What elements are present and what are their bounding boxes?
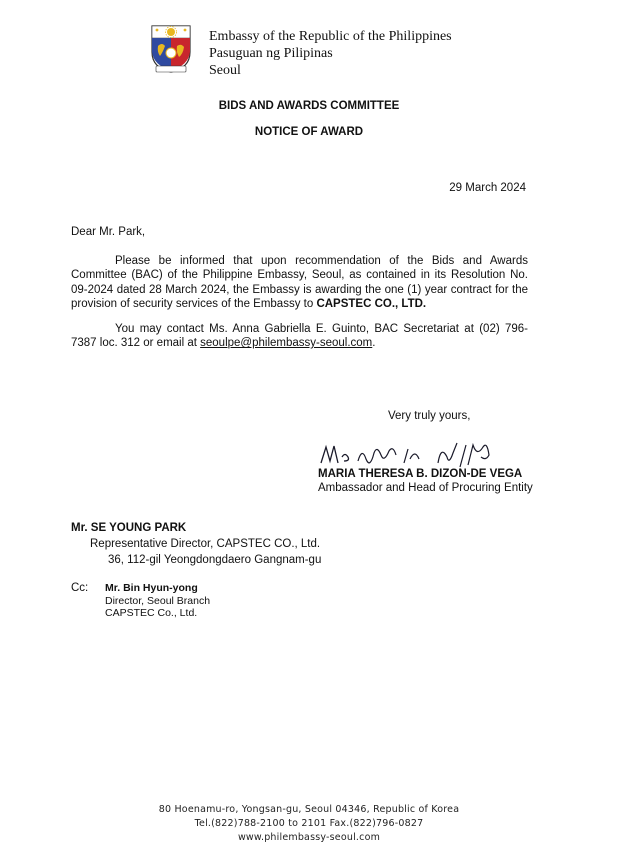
cc-label: Cc: — [71, 582, 89, 594]
closing: Very truly yours, — [388, 410, 471, 422]
contact-text: You may contact Ms. Anna Gabriella E. Guinto, BAC Secretariat at (02) 796-7387 loc. 312 or email at — [71, 323, 528, 350]
letter-date: 29 March 2024 — [449, 182, 526, 194]
cc-position: Director, Seoul Branch — [105, 594, 211, 607]
footer-phone: Tel.(822)788-2100 to 2101 Fax.(822)796-0827 — [194, 818, 424, 829]
signer-name: MARIA THERESA B. DIZON-DE VEGA — [318, 468, 523, 480]
recipient-name: Mr. SE YOUNG PARK — [71, 522, 187, 534]
salutation: Dear Mr. Park, — [71, 226, 146, 238]
awardee-name: CAPSTEC CO., LTD. — [316, 298, 427, 311]
cc-company: CAPSTEC Co., Ltd. — [105, 607, 198, 619]
letterhead-line-1: Embassy of the Republic of the Philippines — [209, 29, 452, 44]
footer-website[interactable]: www.philembassy-seoul.com — [237, 832, 381, 843]
body-paragraph-2 — [71, 322, 528, 351]
letterhead — [209, 28, 452, 79]
signer-block — [318, 467, 533, 495]
signer-title: Ambassador and Head of Procuring Entity — [318, 482, 533, 494]
committee-heading: BIDS AND AWARDS COMMITTEE — [218, 100, 400, 112]
recipient-block — [71, 520, 321, 568]
footer-address: 80 Hoenamu-ro, Yongsan-gu, Seoul 04346, Republic of Korea — [158, 804, 460, 815]
contact-end: . — [372, 337, 376, 350]
email-link[interactable]: seoulpe@philembassy-seoul.com — [200, 337, 373, 350]
body-paragraph-1 — [71, 254, 528, 312]
philippine-seal-icon — [148, 22, 194, 74]
letterhead-line-3: Seoul — [209, 63, 241, 78]
recipient-address: 36, 112-gil Yeongdongdaero Gangnam-gu — [108, 554, 322, 566]
cc-name: Mr. Bin Hyun-yong — [105, 582, 198, 594]
award-text: Please be informed that upon recommendation of the Bids and Awards Committee (BAC) of the Philippine Embassy, Seoul, as contained in its Resolution No. 09-2024 dated 28 March 2024, the Embassy is awarding the one (1) year contract for the provision of security services of the Embassy to — [71, 255, 528, 311]
cc-block — [105, 582, 210, 620]
recipient-position: Representative Director, CAPSTEC CO., Ltd. — [90, 538, 321, 550]
letterhead-line-2: Pasuguan ng Pilipinas — [209, 46, 333, 61]
notice-heading: NOTICE OF AWARD — [254, 126, 364, 138]
